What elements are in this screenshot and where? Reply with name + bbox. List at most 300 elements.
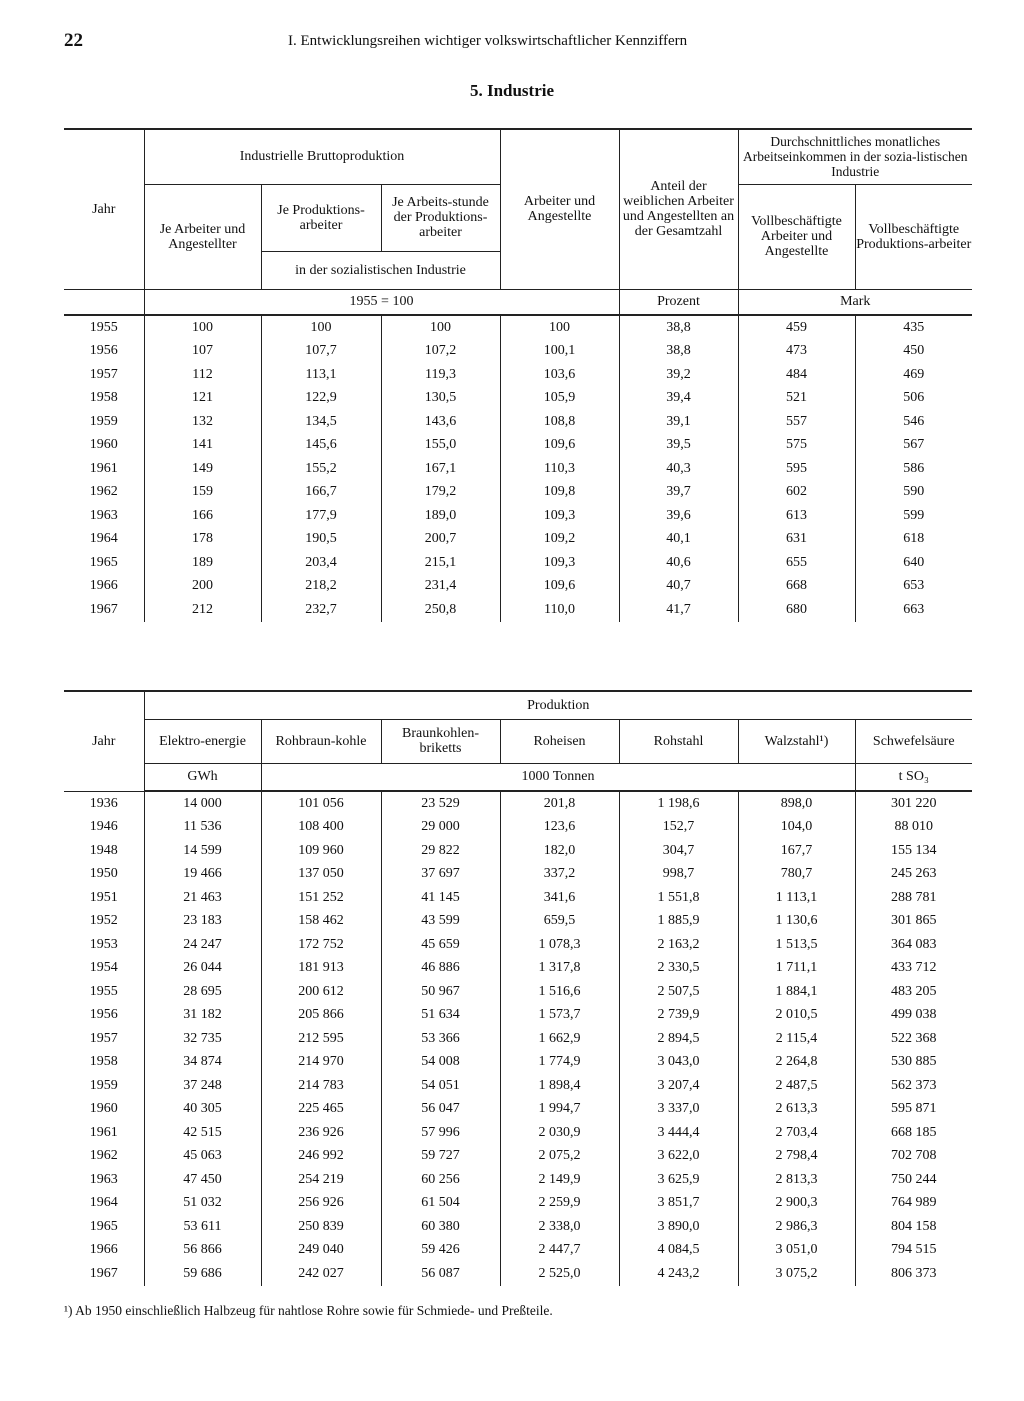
value-cell: 100	[261, 315, 381, 340]
value-cell: 40 305	[144, 1098, 261, 1122]
value-cell: 659,5	[500, 910, 619, 934]
industry-index-rows	[64, 315, 972, 622]
value-cell: 88 010	[855, 816, 972, 840]
value-cell: 103,6	[500, 363, 619, 387]
value-cell: 337,2	[500, 863, 619, 887]
value-cell: 167,7	[738, 839, 855, 863]
table-row	[64, 1051, 972, 1075]
year-cell: 1967	[89, 601, 118, 617]
value-cell: 246 992	[261, 1145, 381, 1169]
value-cell: 562 373	[855, 1074, 972, 1098]
table-row	[64, 1074, 972, 1098]
value-cell: 61 504	[381, 1192, 500, 1216]
table-row	[64, 575, 972, 599]
value-cell: 653	[855, 575, 972, 599]
value-cell: 668	[738, 575, 855, 599]
table-row	[64, 363, 972, 387]
header-rohstahl: Rohstahl	[619, 719, 738, 763]
year-cell: 1957	[89, 366, 118, 382]
table-row	[64, 551, 972, 575]
value-cell: 29 822	[381, 839, 500, 863]
value-cell: 24 247	[144, 933, 261, 957]
value-cell: 602	[738, 481, 855, 505]
year-cell: 1951	[89, 889, 118, 905]
value-cell: 166	[144, 504, 261, 528]
value-cell: 613	[738, 504, 855, 528]
value-cell: 122,9	[261, 387, 381, 411]
value-cell: 56 047	[381, 1098, 500, 1122]
value-cell: 32 735	[144, 1027, 261, 1051]
value-cell: 2 075,2	[500, 1145, 619, 1169]
value-cell: 2 613,3	[738, 1098, 855, 1122]
value-cell: 250,8	[381, 598, 500, 622]
value-cell: 4 243,2	[619, 1262, 738, 1286]
value-cell: 2 703,4	[738, 1121, 855, 1145]
value-cell: 101 056	[261, 791, 381, 816]
value-cell: 3 851,7	[619, 1192, 738, 1216]
unit-index: 1955 = 100	[144, 289, 619, 315]
value-cell: 2 900,3	[738, 1192, 855, 1216]
value-cell: 23 183	[144, 910, 261, 934]
year-cell: 1963	[89, 507, 118, 523]
value-cell: 806 373	[855, 1262, 972, 1286]
table-row	[64, 886, 972, 910]
industry-index-table	[64, 128, 972, 622]
value-cell: 11 536	[144, 816, 261, 840]
value-cell: 100	[381, 315, 500, 340]
value-cell: 23 529	[381, 791, 500, 816]
value-cell: 595 871	[855, 1098, 972, 1122]
table-row	[64, 839, 972, 863]
value-cell: 2 259,9	[500, 1192, 619, 1216]
value-cell: 201,8	[500, 791, 619, 816]
value-cell: 599	[855, 504, 972, 528]
year-cell: 1966	[89, 578, 118, 594]
value-cell: 42 515	[144, 1121, 261, 1145]
page-number: 22	[64, 30, 83, 51]
value-cell: 53 366	[381, 1027, 500, 1051]
value-cell: 59 686	[144, 1262, 261, 1286]
value-cell: 1 885,9	[619, 910, 738, 934]
value-cell: 595	[738, 457, 855, 481]
table-row	[64, 1145, 972, 1169]
unit-prozent: Prozent	[619, 289, 738, 315]
value-cell: 750 244	[855, 1168, 972, 1192]
value-cell: 40,3	[619, 457, 738, 481]
value-cell: 245 263	[855, 863, 972, 887]
table-row	[64, 1098, 972, 1122]
value-cell: 143,6	[381, 410, 500, 434]
value-cell: 167,1	[381, 457, 500, 481]
section-title: 5. Industrie	[469, 81, 555, 100]
value-cell: 56 087	[381, 1262, 500, 1286]
value-cell: 214 783	[261, 1074, 381, 1098]
value-cell: 39,6	[619, 504, 738, 528]
table-row	[64, 387, 972, 411]
year-cell: 1955	[89, 983, 118, 999]
value-cell: 38,8	[619, 340, 738, 364]
value-cell: 181 913	[261, 957, 381, 981]
value-cell: 3 625,9	[619, 1168, 738, 1192]
value-cell: 132	[144, 410, 261, 434]
value-cell: 668 185	[855, 1121, 972, 1145]
value-cell: 172 752	[261, 933, 381, 957]
value-cell: 3 444,4	[619, 1121, 738, 1145]
value-cell: 250 839	[261, 1215, 381, 1239]
value-cell: 1 711,1	[738, 957, 855, 981]
value-cell: 2 739,9	[619, 1004, 738, 1028]
value-cell: 459	[738, 315, 855, 340]
value-cell: 41 145	[381, 886, 500, 910]
value-cell: 521	[738, 387, 855, 411]
table-row	[64, 598, 972, 622]
footnote: ¹) Ab 1950 einschließlich Halbzeug für nahtlose Rohre sowie für Schmiede- und Preßteile.	[64, 1303, 553, 1318]
header-schwefelsaeure: Schwefelsäure	[855, 719, 972, 763]
year-cell: 1958	[89, 390, 118, 406]
value-cell: 38,8	[619, 315, 738, 340]
table-row	[64, 1027, 972, 1051]
table-row	[64, 957, 972, 981]
value-cell: 2 264,8	[738, 1051, 855, 1075]
value-cell: 137 050	[261, 863, 381, 887]
value-cell: 225 465	[261, 1098, 381, 1122]
year-cell: 1961	[89, 1124, 118, 1140]
header-einkommen: Durchschnittliches monatliches Arbeitseinkommen in der sozia-listischen Industrie	[738, 129, 972, 184]
header-jahr: Jahr	[64, 129, 144, 289]
value-cell: 506	[855, 387, 972, 411]
value-cell: 2 330,5	[619, 957, 738, 981]
header-produktion: Produktion	[144, 691, 972, 719]
value-cell: 3 622,0	[619, 1145, 738, 1169]
value-cell: 200,7	[381, 528, 500, 552]
value-cell: 2 798,4	[738, 1145, 855, 1169]
value-cell: 618	[855, 528, 972, 552]
value-cell: 109 960	[261, 839, 381, 863]
value-cell: 450	[855, 340, 972, 364]
value-cell: 56 866	[144, 1239, 261, 1263]
value-cell: 40,6	[619, 551, 738, 575]
year-cell: 1964	[89, 531, 118, 547]
value-cell: 151 252	[261, 886, 381, 910]
year-cell: 1956	[89, 1007, 118, 1023]
header-bruttoproduktion: Industrielle Bruttoproduktion	[144, 129, 500, 184]
value-cell: 2 010,5	[738, 1004, 855, 1028]
value-cell: 3 207,4	[619, 1074, 738, 1098]
unit-so3: t SO₃	[855, 763, 972, 791]
value-cell: 54 008	[381, 1051, 500, 1075]
value-cell: 2 163,2	[619, 933, 738, 957]
header-anteil-weiblich: Anteil der weiblichen Arbeiter und Angestellten an der Gesamtzahl	[619, 129, 738, 289]
value-cell: 113,1	[261, 363, 381, 387]
value-cell: 1 551,8	[619, 886, 738, 910]
value-cell: 107	[144, 340, 261, 364]
value-cell: 546	[855, 410, 972, 434]
value-cell: 304,7	[619, 839, 738, 863]
value-cell: 40,7	[619, 575, 738, 599]
value-cell: 764 989	[855, 1192, 972, 1216]
value-cell: 57 996	[381, 1121, 500, 1145]
value-cell: 53 611	[144, 1215, 261, 1239]
value-cell: 1 994,7	[500, 1098, 619, 1122]
value-cell: 1 113,1	[738, 886, 855, 910]
header-je-arbeiter: Je Arbeiter und Angestellter	[144, 184, 261, 289]
value-cell: 484	[738, 363, 855, 387]
value-cell: 119,3	[381, 363, 500, 387]
value-cell: 655	[738, 551, 855, 575]
value-cell: 60 256	[381, 1168, 500, 1192]
value-cell: 43 599	[381, 910, 500, 934]
value-cell: 59 727	[381, 1145, 500, 1169]
value-cell: 1 198,6	[619, 791, 738, 816]
value-cell: 2 338,0	[500, 1215, 619, 1239]
table-row	[64, 315, 972, 340]
value-cell: 288 781	[855, 886, 972, 910]
value-cell: 182,0	[500, 839, 619, 863]
year-cell: 1966	[89, 1242, 118, 1258]
value-cell: 47 450	[144, 1168, 261, 1192]
year-cell: 1957	[89, 1030, 118, 1046]
running-head: I. Entwicklungsreihen wichtiger volkswirtschaftlicher Kennziffern	[288, 33, 688, 49]
year-cell: 1960	[89, 1101, 118, 1117]
value-cell: 1 516,6	[500, 980, 619, 1004]
table-row	[64, 1192, 972, 1216]
value-cell: 39,7	[619, 481, 738, 505]
value-cell: 1 317,8	[500, 957, 619, 981]
table-row	[64, 1004, 972, 1028]
table-row	[64, 910, 972, 934]
value-cell: 590	[855, 481, 972, 505]
value-cell: 109,2	[500, 528, 619, 552]
value-cell: 39,5	[619, 434, 738, 458]
value-cell: 256 926	[261, 1192, 381, 1216]
table-row	[64, 980, 972, 1004]
value-cell: 178	[144, 528, 261, 552]
value-cell: 45 063	[144, 1145, 261, 1169]
value-cell: 469	[855, 363, 972, 387]
unit-mark: Mark	[738, 289, 972, 315]
header2-jahr: Jahr	[64, 691, 144, 791]
year-cell: 1954	[89, 960, 118, 976]
value-cell: 50 967	[381, 980, 500, 1004]
value-cell: 100,1	[500, 340, 619, 364]
value-cell: 155,0	[381, 434, 500, 458]
value-cell: 2 030,9	[500, 1121, 619, 1145]
value-cell: 110,3	[500, 457, 619, 481]
year-cell: 1959	[89, 1077, 118, 1093]
year-cell: 1955	[89, 319, 118, 335]
value-cell: 107,7	[261, 340, 381, 364]
value-cell: 212	[144, 598, 261, 622]
value-cell: 341,6	[500, 886, 619, 910]
value-cell: 254 219	[261, 1168, 381, 1192]
value-cell: 473	[738, 340, 855, 364]
table-row	[64, 434, 972, 458]
year-cell: 1961	[89, 460, 118, 476]
table-row	[64, 863, 972, 887]
table-row	[64, 1239, 972, 1263]
value-cell: 2 525,0	[500, 1262, 619, 1286]
value-cell: 31 182	[144, 1004, 261, 1028]
value-cell: 1 898,4	[500, 1074, 619, 1098]
value-cell: 59 426	[381, 1239, 500, 1263]
header-walzstahl: Walzstahl¹)	[738, 719, 855, 763]
year-cell: 1964	[89, 1195, 118, 1211]
value-cell: 158 462	[261, 910, 381, 934]
value-cell: 190,5	[261, 528, 381, 552]
value-cell: 212 595	[261, 1027, 381, 1051]
value-cell: 3 075,2	[738, 1262, 855, 1286]
year-cell: 1956	[89, 343, 118, 359]
value-cell: 200	[144, 575, 261, 599]
header-vollbeschaeftigte-arbeiter: Vollbeschäftigte Arbeiter und Angestellte	[738, 184, 855, 289]
table-row	[64, 457, 972, 481]
table-row	[64, 1262, 972, 1286]
value-cell: 640	[855, 551, 972, 575]
value-cell: 232,7	[261, 598, 381, 622]
value-cell: 522 368	[855, 1027, 972, 1051]
value-cell: 100	[500, 315, 619, 340]
value-cell: 1 078,3	[500, 933, 619, 957]
table-row	[64, 1121, 972, 1145]
value-cell: 60 380	[381, 1215, 500, 1239]
table-row	[64, 504, 972, 528]
header-braunkohlenbriketts: Braunkohlen-briketts	[381, 719, 500, 763]
unit-gwh: GWh	[144, 763, 261, 791]
value-cell: 898,0	[738, 791, 855, 816]
value-cell: 14 000	[144, 791, 261, 816]
value-cell: 130,5	[381, 387, 500, 411]
value-cell: 109,6	[500, 575, 619, 599]
value-cell: 3 051,0	[738, 1239, 855, 1263]
table-row	[64, 1215, 972, 1239]
value-cell: 152,7	[619, 816, 738, 840]
value-cell: 108,8	[500, 410, 619, 434]
value-cell: 301 220	[855, 791, 972, 816]
value-cell: 109,3	[500, 504, 619, 528]
year-cell: 1953	[89, 936, 118, 952]
value-cell: 121	[144, 387, 261, 411]
value-cell: 3 890,0	[619, 1215, 738, 1239]
value-cell: 45 659	[381, 933, 500, 957]
value-cell: 2 487,5	[738, 1074, 855, 1098]
value-cell: 51 634	[381, 1004, 500, 1028]
value-cell: 145,6	[261, 434, 381, 458]
header-je-produktionsarbeiter: Je Produktions-arbeiter	[261, 184, 381, 251]
value-cell: 39,2	[619, 363, 738, 387]
value-cell: 1 130,6	[738, 910, 855, 934]
value-cell: 141	[144, 434, 261, 458]
value-cell: 26 044	[144, 957, 261, 981]
year-cell: 1962	[89, 1148, 118, 1164]
value-cell: 108 400	[261, 816, 381, 840]
value-cell: 189,0	[381, 504, 500, 528]
value-cell: 3 337,0	[619, 1098, 738, 1122]
year-cell: 1962	[89, 484, 118, 500]
value-cell: 205 866	[261, 1004, 381, 1028]
value-cell: 29 000	[381, 816, 500, 840]
value-cell: 34 874	[144, 1051, 261, 1075]
value-cell: 21 463	[144, 886, 261, 910]
unit-tonnen: 1000 Tonnen	[261, 763, 855, 791]
value-cell: 134,5	[261, 410, 381, 434]
value-cell: 39,1	[619, 410, 738, 434]
value-cell: 2 115,4	[738, 1027, 855, 1051]
value-cell: 435	[855, 315, 972, 340]
table-row	[64, 1168, 972, 1192]
value-cell: 301 865	[855, 910, 972, 934]
value-cell: 804 158	[855, 1215, 972, 1239]
value-cell: 109,8	[500, 481, 619, 505]
value-cell: 28 695	[144, 980, 261, 1004]
value-cell: 1 774,9	[500, 1051, 619, 1075]
value-cell: 231,4	[381, 575, 500, 599]
value-cell: 37 697	[381, 863, 500, 887]
value-cell: 2 447,7	[500, 1239, 619, 1263]
value-cell: 203,4	[261, 551, 381, 575]
value-cell: 105,9	[500, 387, 619, 411]
header-je-arbeitsstunde: Je Arbeits-stunde der Produktions-arbeiter	[381, 184, 500, 251]
value-cell: 2 149,9	[500, 1168, 619, 1192]
value-cell: 1 573,7	[500, 1004, 619, 1028]
value-cell: 107,2	[381, 340, 500, 364]
value-cell: 149	[144, 457, 261, 481]
value-cell: 2 507,5	[619, 980, 738, 1004]
value-cell: 177,9	[261, 504, 381, 528]
header-vollbeschaeftigte-produktion: Vollbeschäftigte Produktions-arbeiter	[855, 184, 972, 289]
value-cell: 109,6	[500, 434, 619, 458]
table-row	[64, 791, 972, 816]
production-table	[64, 690, 972, 1286]
value-cell: 1 662,9	[500, 1027, 619, 1051]
year-cell: 1946	[89, 819, 118, 835]
value-cell: 702 708	[855, 1145, 972, 1169]
value-cell: 663	[855, 598, 972, 622]
header-roheisen: Roheisen	[500, 719, 619, 763]
header-in-industrie: in der sozialistischen Industrie	[261, 251, 500, 289]
value-cell: 51 032	[144, 1192, 261, 1216]
value-cell: 2 986,3	[738, 1215, 855, 1239]
year-cell: 1960	[89, 437, 118, 453]
value-cell: 41,7	[619, 598, 738, 622]
year-cell: 1959	[89, 413, 118, 429]
value-cell: 4 084,5	[619, 1239, 738, 1263]
value-cell: 680	[738, 598, 855, 622]
value-cell: 104,0	[738, 816, 855, 840]
year-cell: 1948	[89, 842, 118, 858]
value-cell: 794 515	[855, 1239, 972, 1263]
value-cell: 112	[144, 363, 261, 387]
value-cell: 46 886	[381, 957, 500, 981]
value-cell: 14 599	[144, 839, 261, 863]
value-cell: 499 038	[855, 1004, 972, 1028]
value-cell: 2 894,5	[619, 1027, 738, 1051]
value-cell: 998,7	[619, 863, 738, 887]
value-cell: 109,3	[500, 551, 619, 575]
value-cell: 218,2	[261, 575, 381, 599]
table-row	[64, 933, 972, 957]
table-row	[64, 340, 972, 364]
value-cell: 483 205	[855, 980, 972, 1004]
value-cell: 110,0	[500, 598, 619, 622]
year-cell: 1950	[89, 866, 118, 882]
value-cell: 557	[738, 410, 855, 434]
value-cell: 3 043,0	[619, 1051, 738, 1075]
header-rohbraunkohle: Rohbraun-kohle	[261, 719, 381, 763]
header-arbeiter-angestellte: Arbeiter und Angestellte	[500, 129, 619, 289]
value-cell: 214 970	[261, 1051, 381, 1075]
value-cell: 166,7	[261, 481, 381, 505]
value-cell: 155 134	[855, 839, 972, 863]
